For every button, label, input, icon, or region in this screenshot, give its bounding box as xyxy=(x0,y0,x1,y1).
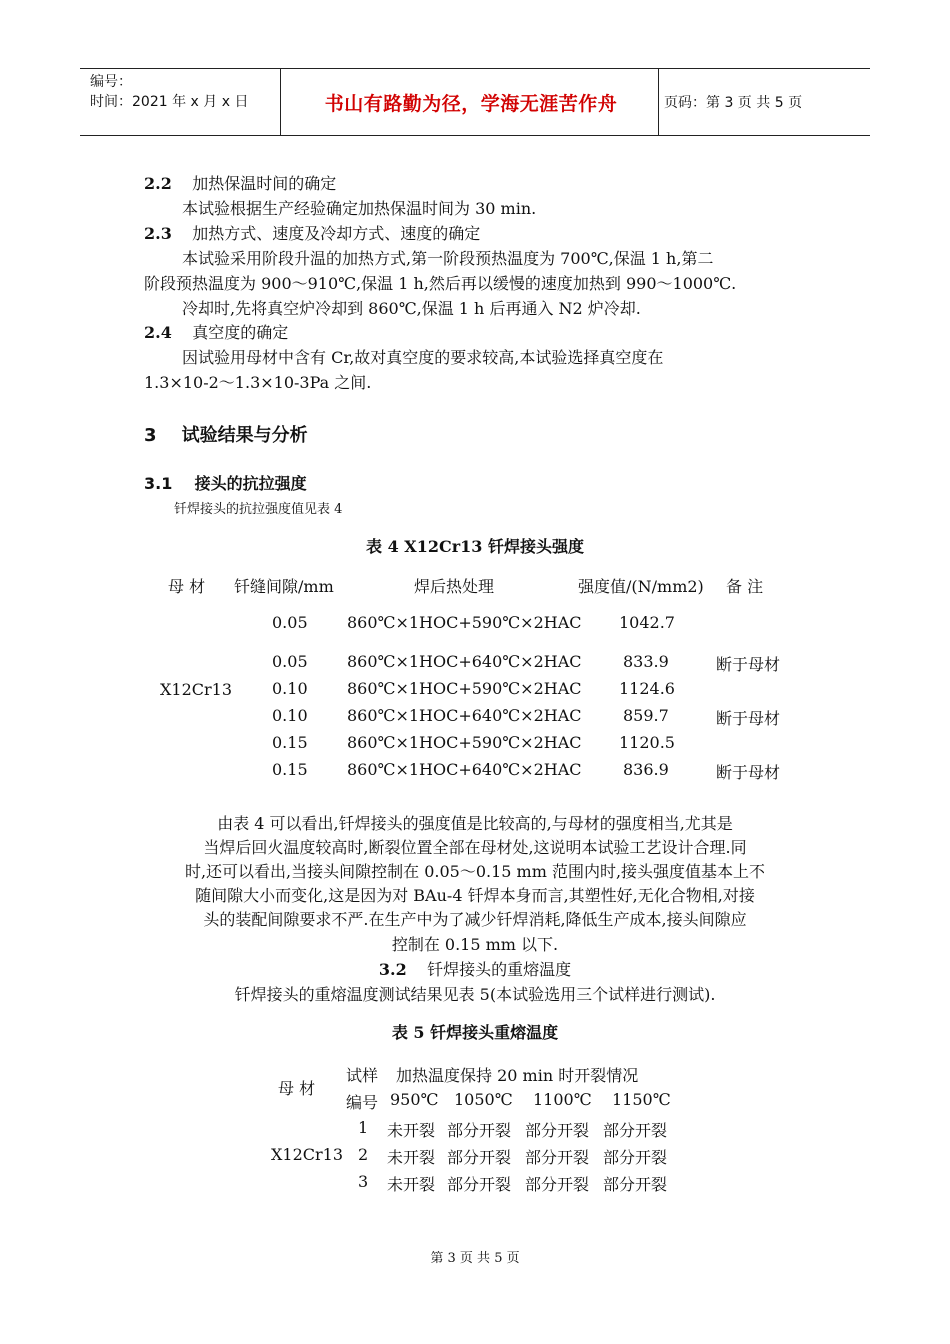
table-row-strength: 836.9 xyxy=(623,760,669,779)
section-title: 加热方式、速度及冷却方式、速度的确定 xyxy=(192,224,481,243)
table-5-header-temp: 1100℃ xyxy=(533,1090,592,1109)
section-number: 3 xyxy=(144,425,157,446)
header-divider-left xyxy=(280,68,281,136)
section-3-1-note: 钎焊接头的抗拉强度值见表 4 xyxy=(174,502,343,517)
table-row-strength: 833.9 xyxy=(623,652,669,671)
table-row-note: 断于母材 xyxy=(716,763,781,782)
table-row-gap: 0.10 xyxy=(272,706,308,725)
table-row-treatment: 860℃×1HOC+640℃×2HAC xyxy=(347,706,582,725)
table-row-result: 部分开裂 xyxy=(525,1148,590,1167)
table-row-sample-id: 2 xyxy=(358,1145,369,1164)
table-row-gap: 0.05 xyxy=(272,613,308,632)
table-row-result: 部分开裂 xyxy=(603,1148,668,1167)
table-5-header-group: 加热温度保持 20 min 时开裂情况 xyxy=(396,1066,639,1085)
table-row-gap: 0.15 xyxy=(272,733,308,752)
table-row-strength: 1120.5 xyxy=(619,733,675,752)
table-row-result: 部分开裂 xyxy=(447,1175,512,1194)
section-2-2-heading xyxy=(144,172,336,196)
analysis-line: 时,还可以看出,当接头间隙控制在 0.05～0.15 mm 范围内时,接头强度值基本上不 xyxy=(184,862,766,881)
table-row-result: 未开裂 xyxy=(387,1175,436,1194)
table-4-header-gap: 钎缝间隙/mm xyxy=(234,577,334,596)
section-2-4-heading xyxy=(144,321,288,345)
table-5-caption: 表 5 钎焊接头重熔温度 xyxy=(391,1023,559,1042)
table-row-treatment: 860℃×1HOC+640℃×2HAC xyxy=(347,760,582,779)
section-3-1-heading xyxy=(144,471,307,494)
page-header xyxy=(80,68,870,136)
time-label: 时间：2021 年 x 月 x 日 xyxy=(90,94,249,110)
table-row-gap: 0.10 xyxy=(272,679,308,698)
table-row-result: 部分开裂 xyxy=(603,1175,668,1194)
table-row-result: 部分开裂 xyxy=(447,1148,512,1167)
section-3-2-heading xyxy=(0,958,950,982)
table-row-strength: 1124.6 xyxy=(619,679,675,698)
table-5-header-temp: 1050℃ xyxy=(454,1090,513,1109)
table-row-gap: 0.15 xyxy=(272,760,308,779)
section-number: 2.4 xyxy=(144,323,172,342)
table-row-result: 未开裂 xyxy=(387,1121,436,1140)
page-footer: 第 3 页 共 5 页 xyxy=(430,1251,520,1266)
section-number: 3.2 xyxy=(378,960,407,979)
header-page-info: 页码：第 3 页 共 5 页 xyxy=(664,95,803,111)
table-row-sample-id: 3 xyxy=(358,1172,369,1191)
table-4-header-strength: 强度值/(N/mm2) xyxy=(578,577,704,596)
section-title: 加热保温时间的确定 xyxy=(192,174,337,193)
section-2-3-line-3: 冷却时,先将真空炉冷却到 860℃,保温 1 h 后再通入 N2 炉冷却. xyxy=(182,299,641,318)
table-row-result: 部分开裂 xyxy=(525,1121,590,1140)
section-title: 钎焊接头的重熔温度 xyxy=(427,960,572,979)
section-number: 3.1 xyxy=(144,474,173,493)
table-row-result: 部分开裂 xyxy=(603,1121,668,1140)
table-4-header-material: 母 材 xyxy=(168,577,206,596)
table-5-header-temp: 1150℃ xyxy=(612,1090,671,1109)
table-row-result: 部分开裂 xyxy=(525,1175,590,1194)
table-row-treatment: 860℃×1HOC+640℃×2HAC xyxy=(347,652,582,671)
analysis-line: 当焊后回火温度较高时,断裂位置全部在母材处,这说明本试验工艺设计合理.同 xyxy=(203,838,747,857)
analysis-line: 控制在 0.15 mm 以下. xyxy=(391,935,559,954)
table-row-result: 未开裂 xyxy=(387,1148,436,1167)
table-4-caption: 表 4 X12Cr13 钎焊接头强度 xyxy=(366,537,584,556)
serial-label: 编号： xyxy=(90,74,132,90)
section-3-heading xyxy=(144,421,308,447)
section-3-2-note: 钎焊接头的重熔温度测试结果见表 5(本试验选用三个试样进行测试). xyxy=(234,985,716,1004)
analysis-line: 随间隙大小而变化,这是因为对 BAu-4 钎焊本身而言,其塑性好,无化合物相,对接 xyxy=(195,886,755,905)
header-motto: 书山有路勤为径，学海无涯苦作舟 xyxy=(324,92,618,115)
section-title: 试验结果与分析 xyxy=(181,425,308,446)
table-5-header-sample-1: 试样 xyxy=(346,1066,379,1085)
table-row-note: 断于母材 xyxy=(716,709,781,728)
table-4-material: X12Cr13 xyxy=(160,680,232,699)
table-4-header-treatment: 焊后热处理 xyxy=(414,577,495,596)
section-title: 接头的抗拉强度 xyxy=(194,474,307,493)
table-5-header-sample-2: 编号 xyxy=(346,1093,379,1112)
table-5-header-temp: 950℃ xyxy=(390,1090,439,1109)
analysis-line: 由表 4 可以看出,钎焊接头的强度值是比较高的,与母材的强度相当,尤其是 xyxy=(217,814,733,833)
section-title: 真空度的确定 xyxy=(192,323,289,342)
section-number: 2.2 xyxy=(144,174,172,193)
analysis-line: 头的装配间隙要求不严.在生产中为了减少钎焊消耗,降低生产成本,接头间隙应 xyxy=(203,910,747,929)
table-row-gap: 0.05 xyxy=(272,652,308,671)
section-2-2-body: 本试验根据生产经验确定加热保温时间为 30 min. xyxy=(182,199,537,218)
section-2-3-heading xyxy=(144,222,480,246)
table-4-header-note: 备 注 xyxy=(726,577,764,596)
table-row-treatment: 860℃×1HOC+590℃×2HAC xyxy=(347,679,582,698)
table-row-strength: 1042.7 xyxy=(619,613,675,632)
table-row-sample-id: 1 xyxy=(358,1118,369,1137)
table-row-strength: 859.7 xyxy=(623,706,669,725)
table-row-result: 部分开裂 xyxy=(447,1121,512,1140)
section-number: 2.3 xyxy=(144,224,172,243)
section-2-3-line-2: 阶段预热温度为 900～910℃,保温 1 h,然后再以缓慢的速度加热到 990～1000℃. xyxy=(144,274,737,293)
table-row-treatment: 860℃×1HOC+590℃×2HAC xyxy=(347,613,582,632)
table-row-treatment: 860℃×1HOC+590℃×2HAC xyxy=(347,733,582,752)
table-5-material: X12Cr13 xyxy=(271,1145,343,1164)
section-2-3-line-1: 本试验采用阶段升温的加热方式,第一阶段预热温度为 700℃,保温 1 h,第二 xyxy=(182,249,714,268)
table-row-note: 断于母材 xyxy=(716,655,781,674)
table-5-header-material: 母 材 xyxy=(278,1079,316,1098)
section-2-4-line-2: 1.3×10-2～1.3×10-3Pa 之间. xyxy=(144,373,372,392)
section-2-4-line-1: 因试验用母材中含有 Cr,故对真空度的要求较高,本试验选择真空度在 xyxy=(182,348,664,367)
header-meta xyxy=(90,72,248,112)
